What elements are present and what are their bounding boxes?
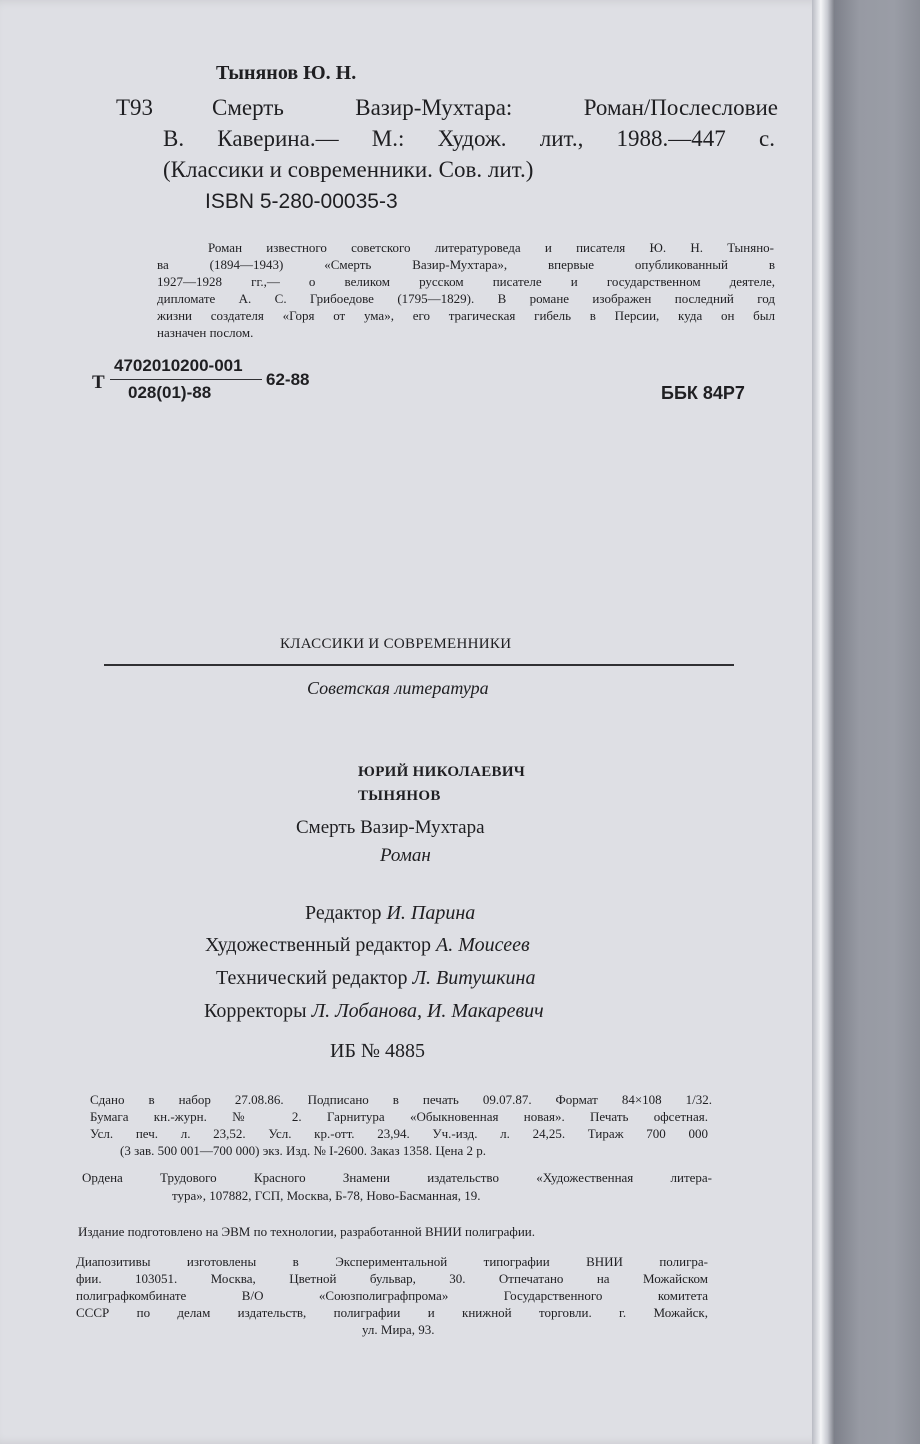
publisher-line-2: тура», 107882, ГСП, Москва, Б-78, Ново-Басманная, 19. [172, 1188, 481, 1203]
credit-name: И. Парина [386, 902, 476, 924]
credit-editor [305, 902, 475, 925]
catalog-author: Тынянов Ю. Н. [216, 62, 357, 84]
book-genre: Роман [380, 845, 431, 866]
index-suffix: 62-88 [266, 370, 310, 389]
isbn: ISBN 5-280-00035-3 [205, 190, 398, 213]
credit-name: Л. Лобанова, И. Макаревич [311, 1000, 544, 1022]
catalog-code: Т93 [116, 95, 154, 120]
printer-line-4: СССР по делам издательств, полиграфии и книжной торговли. г. Можайск, [76, 1305, 708, 1320]
annotation-line-3: 1927—1928 гг.,— о великом русском писателе и государственном деятеле, [157, 274, 775, 289]
subseries-name: Советская литература [307, 678, 489, 698]
credit-name: А. Моисеев [436, 934, 530, 956]
credit-tech-editor [216, 967, 535, 990]
publisher-line-1: Ордена Трудового Красного Знамени издательство «Художественная литера- [82, 1170, 712, 1185]
imprint-line-1: Сдано в набор 27.08.86. Подписано в печать 09.07.87. Формат 84×108 1/32. [90, 1092, 712, 1107]
printer-line-5: ул. Мира, 93. [362, 1322, 435, 1337]
book-author-first: ЮРИЙ НИКОЛАЕВИЧ [358, 764, 526, 780]
credit-role: Редактор [305, 902, 382, 924]
catalog-desc-line-3: (Классики и современники. Сов. лит.) [163, 157, 534, 182]
annotation-line-2: ва (1894—1943) «Смерть Вазир-Мухтара», впервые опубликованный в [157, 257, 775, 272]
annotation-line-6: назначен послом. [157, 325, 254, 340]
credit-art-editor [205, 934, 530, 957]
annotation-line-5: жизни создателя «Горя от ума», его трагическая гибель в Персии, куда он был [157, 308, 775, 323]
index-denominator: 028(01)-88 [128, 383, 212, 402]
annotation-line-1: Роман известного советского литературоведа и писателя Ю. Н. Тыняно- [208, 240, 774, 255]
annotation-line-4: дипломате А. С. Грибоедове (1795—1829). В романе изображен последний год [157, 291, 775, 306]
book-title: Смерть Вазир-Мухтара [296, 817, 485, 838]
imprint-line-2: Бумага кн.-журн. № 2. Гарнитура «Обыкновенная новая». Печать офсетная. [90, 1109, 708, 1124]
catalog-desc-line-1: Смерть Вазир-Мухтара: Роман/Послесловие [212, 95, 778, 120]
bbk-code: ББК 84Р7 [661, 383, 745, 403]
ib-number: ИБ № 4885 [330, 1040, 426, 1062]
series-divider [104, 664, 734, 666]
book-cover-edge [834, 0, 920, 1444]
credit-role: Корректоры [204, 1000, 307, 1022]
catalog-desc-line-2: В. Каверина.— М.: Худож. лит., 1988.—447 с. [163, 126, 775, 151]
imprint-line-4: (3 зав. 500 001—700 000) экз. Изд. № I-2600. Заказ 1358. Цена 2 р. [120, 1143, 486, 1158]
page-spine-edge [812, 0, 834, 1444]
printer-line-1: Диапозитивы изготовлены в Экспериментальной типографии ВНИИ полигра- [76, 1254, 708, 1269]
credit-name: Л. Витушкина [412, 967, 536, 989]
printer-line-3: полиграфкомбинате В/О «Союзполиграфпрома» Государственного комитета [76, 1288, 708, 1303]
credit-proofreaders [204, 1000, 544, 1023]
index-fraction-bar [110, 379, 262, 380]
credit-role: Технический редактор [216, 967, 408, 989]
printer-line-2: фии. 103051. Москва, Цветной бульвар, 30. Отпечатано на Можайском [76, 1271, 708, 1286]
imprint-line-3: Усл. печ. л. 23,52. Усл. кр.-отт. 23,94. Уч.-изд. л. 24,25. Тираж 700 000 [90, 1126, 708, 1141]
credit-role: Художественный редактор [205, 934, 431, 956]
index-letter: Т [92, 372, 105, 393]
book-author-last: ТЫНЯНОВ [358, 788, 441, 804]
prepared-line: Издание подготовлено на ЭВМ по технологии, разработанной ВНИИ полиграфии. [78, 1224, 535, 1239]
index-numerator: 4702010200-001 [114, 356, 243, 375]
series-name: КЛАССИКИ И СОВРЕМЕННИКИ [280, 636, 512, 652]
